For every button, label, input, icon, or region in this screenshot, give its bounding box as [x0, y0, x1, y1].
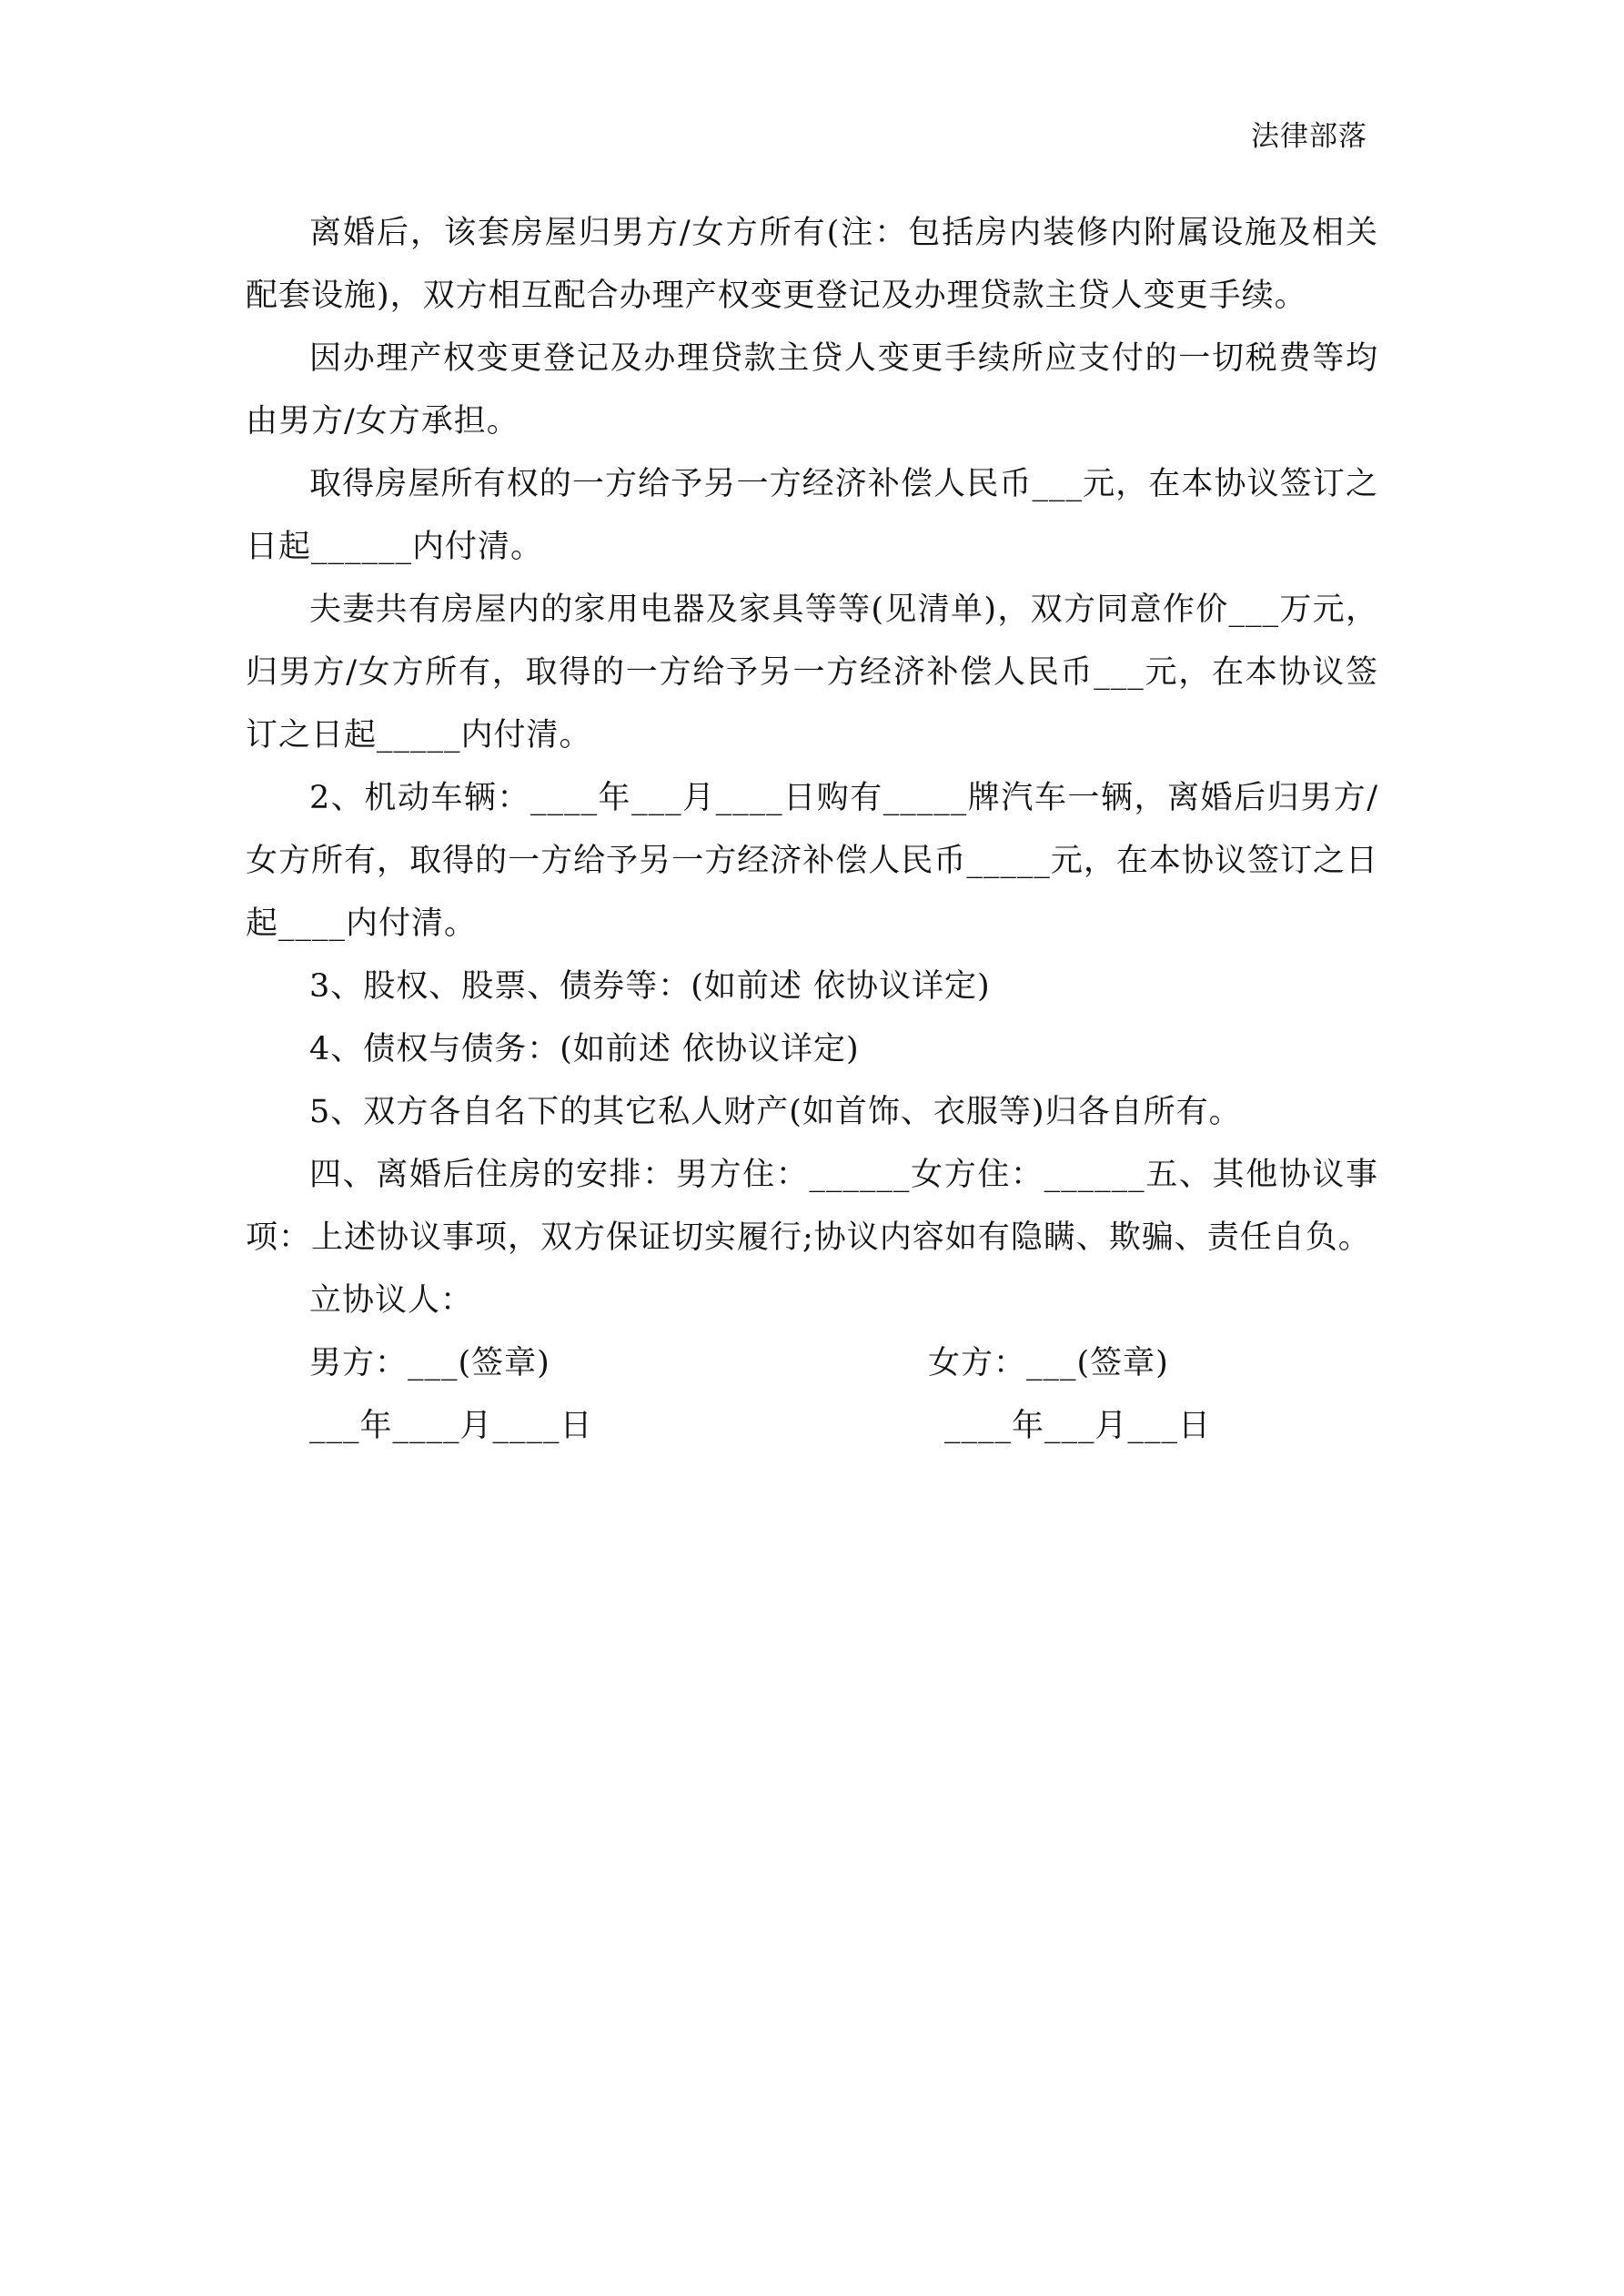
- female-date: ____年___月___日: [944, 1408, 1212, 1444]
- date-row: [246, 1395, 1378, 1458]
- male-signature: 男方：___(签章): [309, 1345, 550, 1381]
- paragraph-signatories: 立协议人：: [309, 1282, 474, 1319]
- male-date: ___年____月____日: [309, 1408, 593, 1444]
- paragraph-equity: 3、股权、股票、债券等：(如前述 依协议详定): [309, 968, 991, 1005]
- paragraph-housing-arrangement: 四、离婚后住房的安排：男方住：______女方住：______五、其他协议事项：上述协议事项，双方保证切实履行;协议内容如有隐瞒、欺骗、责任自负。: [246, 1157, 1378, 1256]
- paragraph-house-compensation: 取得房屋所有权的一方给予另一方经济补偿人民币___元，在本协议签订之日起______内付清。: [246, 466, 1378, 565]
- paragraph-vehicle: 2、机动车辆：____年___月____日购有_____牌汽车一辆，离婚后归男方/女方所有，取得的一方给予另一方经济补偿人民币_____元，在本协议签订之日起____内付清。: [246, 780, 1378, 942]
- female-signature: 女方：___(签章): [928, 1345, 1169, 1381]
- paragraph-personal-property: 5、双方各自名下的其它私人财产(如首饰、衣服等)归各自所有。: [309, 1094, 1242, 1130]
- paragraph-appliances: 夫妻共有房屋内的家用电器及家具等等(见清单)，双方同意作价___万元，归男方/女方所有，取得的一方给予另一方经济补偿人民币___元，在本协议签订之日起_____内付清。: [246, 592, 1378, 754]
- document-body: [246, 202, 1378, 1458]
- paragraph-debts: 4、债权与债务：(如前述 依协议详定): [309, 1031, 860, 1067]
- paragraph-house-ownership: 离婚后，该套房屋归男方/女方所有(注：包括房内装修内附属设施及相关配套设施)，双方相互配合办理产权变更登记及办理贷款主贷人变更手续。: [246, 215, 1378, 314]
- signature-row: [246, 1332, 1378, 1395]
- paragraph-tax-fees: 因办理产权变更登记及办理贷款主贷人变更手续所应支付的一切税费等均由男方/女方承担。: [246, 340, 1378, 440]
- header-source: 法律部落: [1251, 120, 1367, 153]
